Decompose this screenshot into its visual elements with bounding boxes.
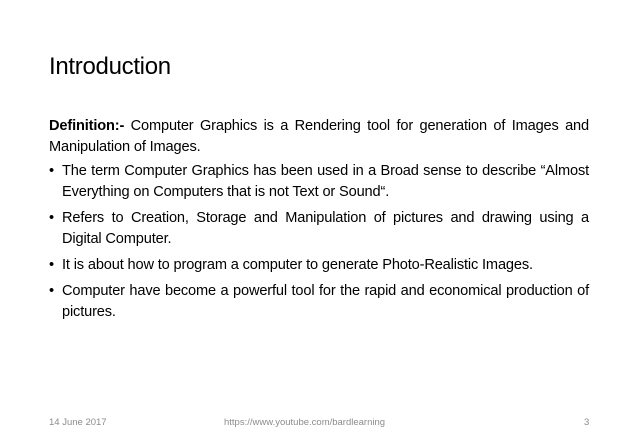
bullet-item	[49, 255, 589, 276]
footer-page-number: 3	[584, 417, 590, 428]
bullet-icon: •	[49, 163, 54, 179]
bullet-icon: •	[49, 257, 54, 273]
footer-date: 14 June 2017	[49, 417, 107, 428]
bullet-icon: •	[49, 210, 54, 226]
definition-text: Computer Graphics is a Rendering tool for generation of Images and Manipulation of Images.	[49, 118, 589, 155]
bullet-text: The term Computer Graphics has been used in a Broad sense to describe “Almost Everything on Computers that is not Text or Sound“.	[62, 163, 589, 200]
bullet-icon: •	[49, 283, 54, 299]
footer-url: https://www.youtube.com/bardlearning	[224, 417, 386, 428]
bullet-text: Refers to Creation, Storage and Manipulation of pictures and drawing using a Digital Computer.	[62, 210, 589, 247]
bullet-item	[49, 161, 589, 203]
bullet-text: Computer have become a powerful tool for the rapid and economical production of pictures.	[62, 283, 589, 320]
definition-paragraph	[49, 116, 589, 158]
definition-label: Definition:-	[49, 118, 125, 134]
bullet-text: It is about how to program a computer to generate Photo-Realistic Images.	[62, 257, 533, 273]
bullet-item	[49, 208, 589, 250]
slide-title: Introduction	[49, 53, 171, 80]
bullet-list	[49, 161, 589, 323]
slide-body	[49, 116, 589, 328]
bullet-item	[49, 281, 589, 323]
